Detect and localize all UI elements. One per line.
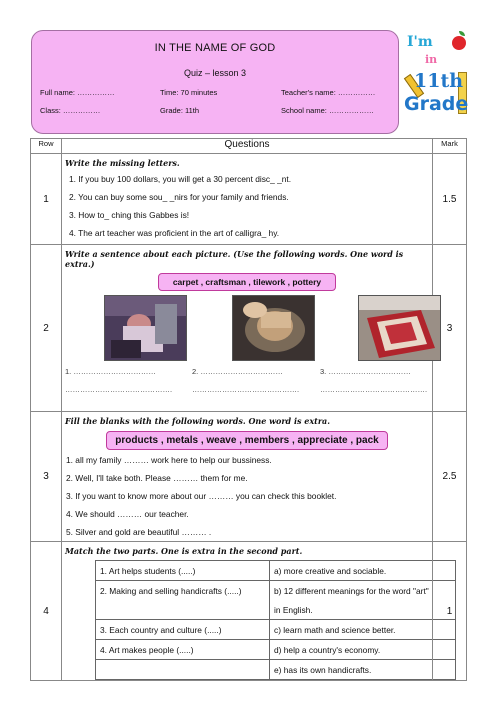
answer-line[interactable]: ……………………………………. xyxy=(192,385,300,394)
logo-text-11th: 11th xyxy=(414,70,464,92)
match-right: d) help a country's economy. xyxy=(270,640,456,660)
match-left: 1. Art helps students (.....) xyxy=(96,561,270,581)
word-box: products , metals , weave , members , appreciate , pack xyxy=(106,431,387,450)
full-name-field: Full name: …………… xyxy=(40,88,115,97)
match-right: c) learn math and science better. xyxy=(270,620,456,640)
answer-line[interactable]: ……………………………………. xyxy=(320,385,428,394)
match-left: 4. Art makes people (.....) xyxy=(96,640,270,660)
class-field: Class: …………… xyxy=(40,106,101,115)
answer-line[interactable]: ……………………………………. xyxy=(65,385,173,394)
quiz-table xyxy=(30,138,467,681)
row-number: 2 xyxy=(31,245,62,412)
teacher-name-field: Teacher's name: …………… xyxy=(281,88,376,97)
question-mark: 3 xyxy=(433,245,467,412)
question-item: 2. Well, I'll take both. Please ……… them for me. xyxy=(66,473,248,483)
grade-field: Grade: 11th xyxy=(160,106,200,115)
mark-header: Mark xyxy=(433,139,467,154)
question-item: 2. You can buy some sou_ _nirs for your family and friends. xyxy=(69,192,289,202)
match-right: e) has its own handicrafts. xyxy=(270,660,456,680)
row-number: 1 xyxy=(31,154,62,245)
question-row-4 xyxy=(31,542,467,681)
answer-blank[interactable]: 2. …………………………… xyxy=(192,367,283,376)
row-header: Row xyxy=(31,139,62,154)
question-item: 4. We should ……… our teacher. xyxy=(66,509,189,519)
picture-row xyxy=(62,291,432,371)
question-row-1 xyxy=(31,154,467,245)
match-row xyxy=(96,660,456,680)
match-row xyxy=(96,581,456,601)
row-number: 3 xyxy=(31,412,62,542)
craftsman-picture xyxy=(104,295,187,361)
apple-icon xyxy=(452,36,466,50)
question-instruction: Write a sentence about each picture. (Use the following words. One word is extra.) xyxy=(65,249,404,269)
pottery-picture xyxy=(232,295,315,361)
match-table xyxy=(95,560,456,680)
match-right: b) 12 different meanings for the word "art" xyxy=(270,581,456,601)
question-instruction: Match the two parts. One is extra in the second part. xyxy=(65,546,303,556)
quiz-header xyxy=(31,30,399,134)
question-item: 4. The art teacher was proficient in the art of calligra_ hy. xyxy=(69,228,280,238)
logo-text-grade: Grade xyxy=(404,93,469,115)
match-row xyxy=(96,561,456,581)
question-item: 3. How to_ ching this Gabbes is! xyxy=(69,210,190,220)
match-left xyxy=(96,660,270,680)
question-item: 5. Silver and gold are beautiful ……… . xyxy=(66,527,212,537)
row-number: 4 xyxy=(31,542,62,681)
page-title: IN THE NAME OF GOD xyxy=(154,42,276,54)
match-row xyxy=(96,640,456,660)
logo-text-im: I'm xyxy=(407,34,433,50)
question-instruction: Fill the blanks with the following words. One word is extra. xyxy=(65,416,331,426)
table-header xyxy=(31,139,467,154)
question-item: 1. all my family ……… work here to help our bussiness. xyxy=(66,455,272,465)
match-right: in English. xyxy=(270,600,456,620)
question-mark: 2.5 xyxy=(433,412,467,542)
carpet-picture xyxy=(358,295,441,361)
questions-header: Questions xyxy=(62,139,433,154)
match-left xyxy=(96,600,270,620)
question-mark: 1 xyxy=(433,542,467,681)
question-item: 1. If you buy 100 dollars, you will get a 30 percent disc_ _nt. xyxy=(69,174,292,184)
quiz-subtitle: Quiz – lesson 3 xyxy=(183,68,247,78)
answer-blank[interactable]: 3. …………………………… xyxy=(320,367,411,376)
grade-logo xyxy=(404,30,468,120)
match-left: 3. Each country and culture (.....) xyxy=(96,620,270,640)
match-row xyxy=(96,600,456,620)
question-row-2 xyxy=(31,245,467,412)
answer-blank[interactable]: 1. …………………………… xyxy=(65,367,156,376)
question-instruction: Write the missing letters. xyxy=(65,158,180,168)
school-name-field: School name: ……………… xyxy=(281,106,374,115)
word-box: carpet , craftsman , tilework , pottery xyxy=(158,273,336,291)
time-field: Time: 70 minutes xyxy=(160,88,218,97)
match-right: a) more creative and sociable. xyxy=(270,561,456,581)
match-left: 2. Making and selling handicrafts (.....) xyxy=(96,581,270,601)
logo-text-in: in xyxy=(425,53,438,66)
match-row xyxy=(96,620,456,640)
question-row-3 xyxy=(31,412,467,542)
question-mark: 1.5 xyxy=(433,154,467,245)
question-item: 3. If you want to know more about our ……… you can check this booklet. xyxy=(66,491,337,501)
